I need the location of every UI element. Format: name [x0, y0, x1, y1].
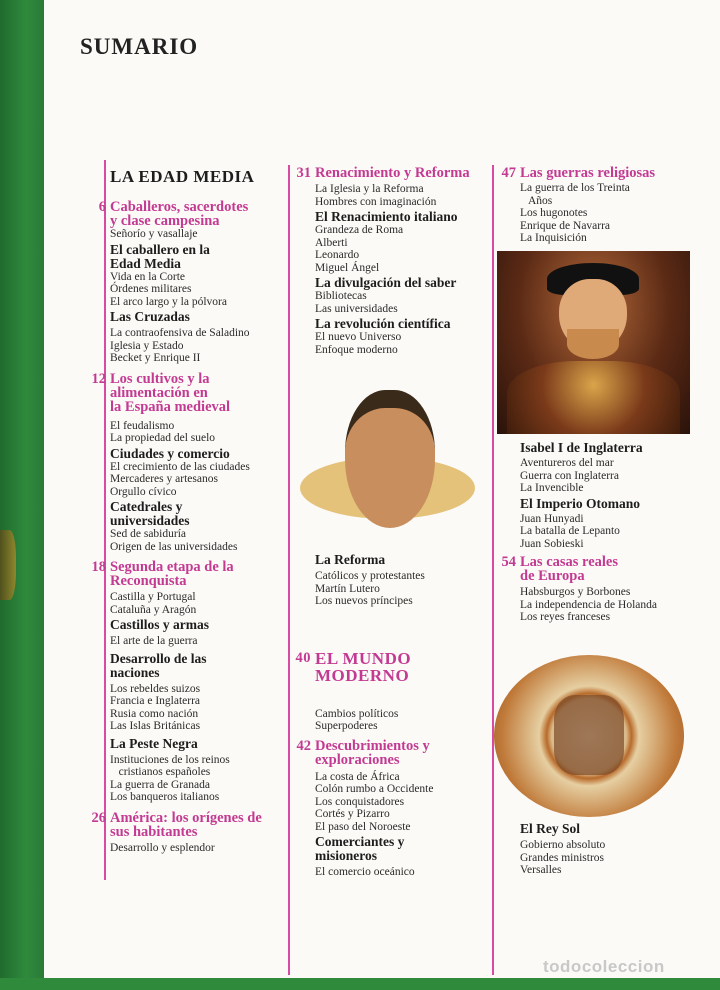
page-number: 54 [501, 554, 516, 570]
chapter-47: 47 Las guerras religiosas [520, 166, 690, 180]
toc-item: Cataluña y Aragón [110, 603, 197, 616]
toc-item: Miguel Ángel [315, 261, 380, 274]
column-reforma [295, 551, 490, 879]
column-rey-sol [520, 820, 690, 877]
subheading: Comerciantes y misioneros [315, 834, 405, 863]
page-number: 42 [296, 737, 311, 754]
page-number: 18 [91, 559, 106, 575]
column-rule-right [492, 165, 494, 975]
toc-item: Enrique de Navarra [520, 219, 611, 232]
toc-item: Habsburgos y Borbones [520, 586, 631, 598]
toc-item: Becket y Enrique II [110, 352, 201, 364]
page-number: 12 [91, 370, 106, 387]
toc-item: La batalla de Lepanto [520, 525, 620, 537]
subheading: El Imperio Otomano [520, 495, 640, 511]
toc-item: Las Islas Británicas [110, 720, 201, 732]
spine-artwork [0, 530, 16, 600]
toc-item: Grandeza de Roma [315, 224, 404, 236]
chapter-12: 12 Los cultivos y la alimentación en la España medieval [110, 372, 286, 414]
toc-item: La costa de África [315, 770, 400, 783]
toc-item: Vida en la Corte [110, 270, 185, 283]
toc-item: La propiedad del suelo [110, 432, 216, 444]
column-rule-left [104, 160, 106, 880]
section-heading: LA EDAD MEDIA [110, 167, 255, 186]
toc-item: Gobierno absoluto [520, 839, 606, 851]
green-left-border [0, 0, 44, 990]
subheading: Desarrollo de las naciones [110, 650, 207, 680]
column-renacimiento [296, 163, 490, 356]
plate-emblem [554, 695, 624, 775]
chapter-18: 18 Segunda etapa de la Reconquista [110, 560, 286, 588]
subheading: El Renacimiento italiano [315, 209, 458, 224]
toc-item: Desarrollo y esplendor [110, 841, 215, 854]
toc-item: Colón rumbo a Occidente [315, 783, 434, 795]
subheading: El caballero en la Edad Media [110, 241, 210, 271]
toc-item: La Iglesia y la Reforma [315, 183, 424, 195]
chapter-26: 26 América: los orígenes de sus habitantes [110, 811, 286, 839]
green-bottom-border [0, 978, 720, 990]
toc-item: Aventureros del mar [520, 457, 614, 469]
toc-item: Versalles [520, 864, 562, 876]
toc-item: El nuevo Universo [315, 331, 402, 343]
toc-item: La Invencible [520, 482, 584, 494]
toc-item: Juan Hunyadi [520, 512, 584, 525]
toc-item: Los rebeldes suizos [110, 682, 201, 695]
column-edad-media [91, 166, 286, 854]
toc-item: Mercaderes y artesanos [110, 473, 218, 485]
subheading: La Peste Negra [110, 735, 198, 751]
subheading: La divulgación del saber [315, 275, 457, 290]
portrait-body [507, 361, 680, 434]
toc-item: La Inquisición [520, 232, 587, 244]
watermark-logo: todocoleccion [543, 957, 665, 976]
toc-item: Origen de las universidades [110, 540, 238, 553]
toc-item: Rusia como nación [110, 707, 199, 720]
subheading: Isabel I de Inglaterra [520, 440, 643, 455]
toc-item: La independencia de Holanda [520, 598, 657, 611]
page-title: SUMARIO [80, 34, 199, 59]
toc-item: Órdenes militares [110, 283, 192, 295]
toc-item: Grandes ministros [520, 851, 605, 864]
chapter-42: 42 Descubrimientos y exploraciones [315, 739, 490, 767]
page-number: 31 [296, 165, 311, 181]
toc-item: Alberti [315, 236, 348, 249]
page-number: 26 [91, 809, 106, 826]
toc-item: Los hugonotes [520, 207, 588, 219]
toc-item: Francia e Inglaterra [110, 695, 201, 707]
toc-item: Martín Lutero [315, 582, 380, 595]
toc-item: Cortés y Pizarro [315, 808, 390, 820]
toc-item: La guerra de Granada [110, 778, 210, 791]
henry-viii-portrait [497, 251, 690, 434]
chapter-31: 31 Renacimiento y Reforma [315, 166, 490, 180]
page-number: 40 [295, 649, 311, 666]
chapter-6 [98, 199, 286, 229]
toc-item: Cambios políticos [315, 707, 399, 720]
toc-item: Superpoderes [315, 720, 378, 732]
chapter-title-line: Caballeros, sacerdotes [110, 199, 249, 215]
toc-item: Orgullo cívico [110, 485, 177, 498]
toc-item: Iglesia y Estado [110, 339, 184, 352]
subheading: Ciudades y comercio [110, 445, 230, 461]
subheading: Castillos y armas [110, 617, 209, 632]
page-number: 6 [98, 199, 106, 215]
toc-item: Sed de sabiduría [110, 528, 187, 540]
kepler-portrait-illustration [300, 385, 475, 540]
column-rule-middle [288, 165, 290, 975]
portrait-beard [567, 329, 619, 359]
toc-item: Años [520, 194, 553, 207]
subheading: El Rey Sol [520, 821, 581, 836]
toc-item: El paso del Noroeste [315, 820, 411, 833]
toc-item: El crecimiento de las ciudades [110, 460, 250, 473]
toc-item: Instituciones de los reinos [110, 753, 230, 766]
column-isabel [501, 439, 690, 624]
toc-item: Los banqueros italianos [110, 791, 220, 803]
chapter-54: 54 Las casas reales de Europa [520, 555, 690, 583]
toc-item: El arco largo y la pólvora [110, 295, 227, 308]
decorative-plate-illustration [494, 655, 684, 817]
column-guerras [501, 163, 690, 245]
toc-item: Los reyes franceses [520, 611, 611, 623]
toc-item: Los conquistadores [315, 795, 405, 808]
subheading: Las Cruzadas [110, 309, 190, 324]
toc-item: cristianos españoles [110, 766, 211, 778]
page-number: 47 [501, 165, 516, 181]
toc-item: Leonardo [315, 249, 360, 261]
toc-item: Católicos y protestantes [315, 570, 425, 582]
subheading: Catedrales y universidades [110, 499, 190, 528]
portrait-head [345, 390, 435, 528]
chapter-40: 40 EL MUNDO MODERNO [315, 650, 490, 684]
toc-item: Las universidades [315, 302, 398, 315]
toc-item: Señorío y vasallaje [110, 228, 198, 240]
toc-item: Juan Sobieski [520, 537, 584, 550]
subheading: La revolución científica [315, 316, 451, 331]
toc-item: El arte de la guerra [110, 635, 198, 647]
toc-item: Los nuevos príncipes [315, 595, 413, 607]
toc-item: El comercio oceánico [315, 866, 415, 878]
toc-item: La guerra de los Treinta [520, 182, 630, 194]
toc-item: Bibliotecas [315, 290, 367, 302]
toc-item: El feudalismo [110, 419, 175, 432]
chapter-title-line: y clase campesina [110, 213, 220, 229]
toc-item: Enfoque moderno [315, 343, 398, 356]
subheading: La Reforma [315, 552, 386, 567]
toc-item: La contraofensiva de Saladino [110, 327, 250, 339]
toc-item: Hombres con imaginación [315, 195, 437, 208]
toc-item: Castilla y Portugal [110, 591, 196, 603]
toc-item: Guerra con Inglaterra [520, 469, 619, 482]
